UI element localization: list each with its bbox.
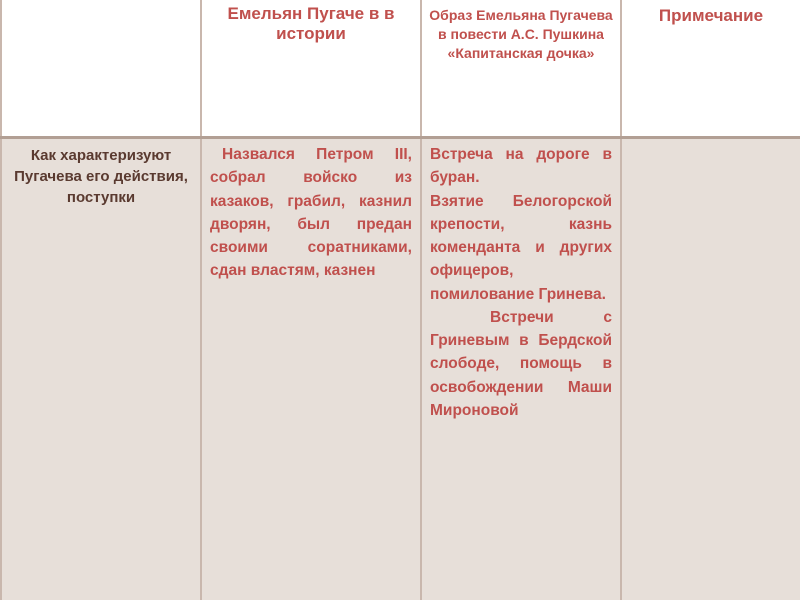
novel-text-1: Встреча на дороге в буран. bbox=[430, 146, 612, 187]
table-row bbox=[1, 138, 800, 600]
novel-text-2: Взятие Белогорской крепости, казнь коменданта и других офицеров, помилование Гринева. bbox=[430, 192, 612, 303]
note-text bbox=[622, 139, 800, 143]
row-label-cell bbox=[1, 138, 201, 600]
novel-cell bbox=[421, 138, 621, 600]
table-header-row bbox=[1, 0, 800, 138]
header-novel-label: Образ Емельяна Пугачева в повести А.С. Пушкина «Капитанская дочка» bbox=[429, 7, 613, 61]
header-cell-note bbox=[621, 0, 800, 138]
novel-text-3: Встречи с Гриневым в Бердской слободе, помощь в освобождении Маши Мироновой bbox=[430, 308, 612, 419]
header-history-label: Емельян Пугаче в в истории bbox=[227, 4, 395, 44]
header-cell-history bbox=[201, 0, 421, 138]
history-text: Назвался Петром III, собрал войско из казаков, грабил, казнил дворян, был предан своими соратниками, сдан властям, казнен bbox=[210, 146, 412, 280]
history-cell bbox=[201, 138, 421, 600]
row-label: Как характеризуют Пугачева его действия, поступки bbox=[14, 147, 188, 206]
header-cell-novel bbox=[421, 0, 621, 138]
note-cell bbox=[621, 138, 800, 600]
header-note-label: Примечание bbox=[658, 6, 764, 25]
header-cell-empty bbox=[1, 0, 201, 138]
